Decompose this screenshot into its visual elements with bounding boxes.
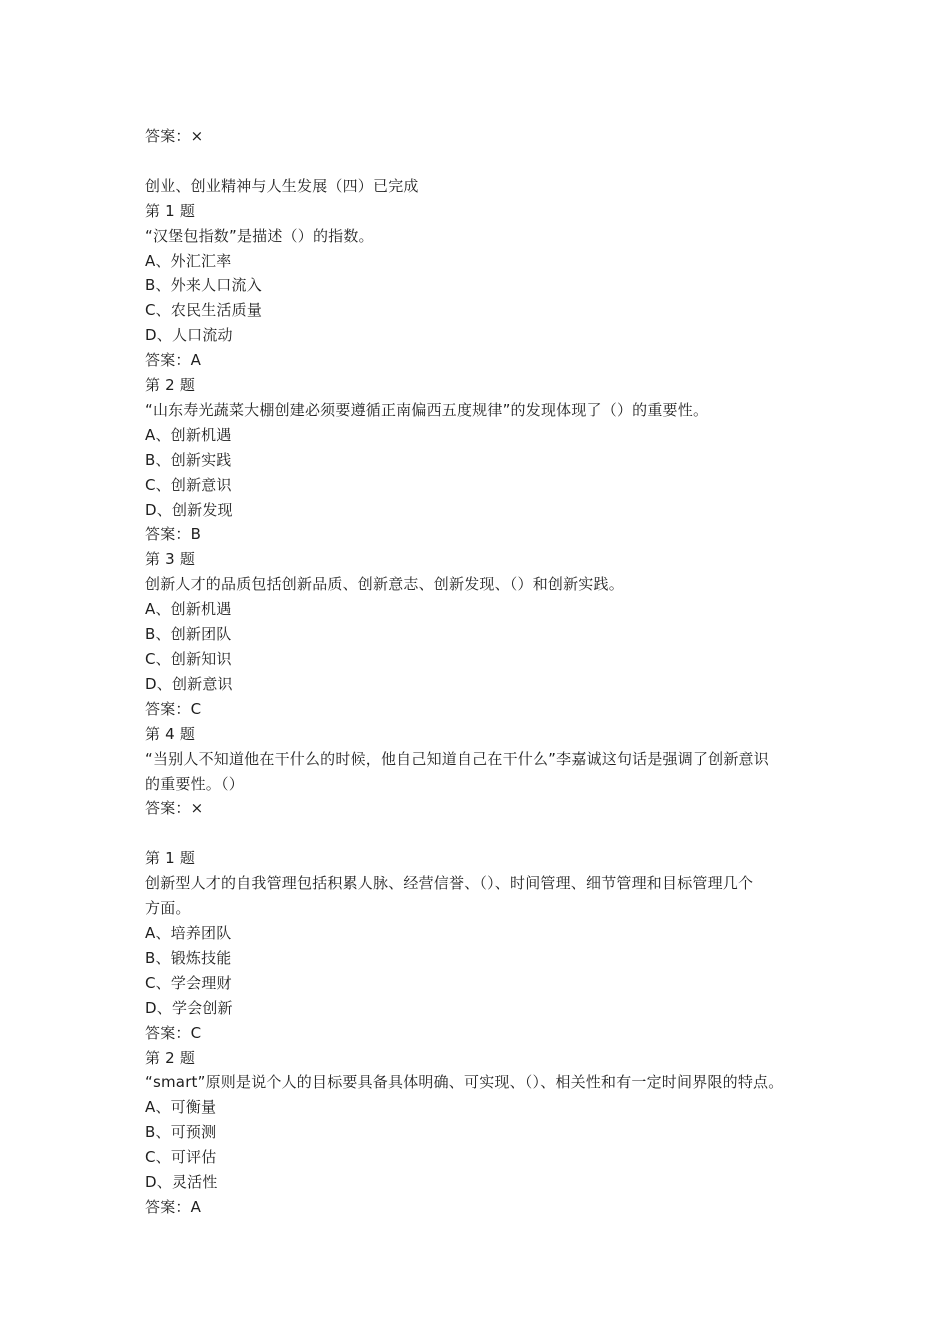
- option-b: B、创新团队: [145, 625, 232, 644]
- answer-line: 答案：×: [145, 799, 204, 818]
- question-text: “当别人不知道他在干什么的时候，他自己知道自己在干什么”李嘉诚这句话是强调了创新意识: [145, 749, 769, 768]
- option-b: B、锻炼技能: [145, 948, 232, 967]
- question-number: 第 1 题: [145, 849, 196, 868]
- option-a: A、培养团队: [145, 923, 232, 942]
- option-c: C、创新知识: [145, 650, 232, 669]
- option-a: A、创新机遇: [145, 600, 232, 619]
- question-text-continued: 的重要性。（）: [145, 774, 244, 793]
- blank-line: [145, 149, 825, 174]
- question-number: 第 3 题: [145, 550, 196, 569]
- question-number: 第 4 题: [145, 724, 196, 743]
- option-b: B、创新实践: [145, 450, 232, 469]
- answer-line: 答案：C: [145, 1023, 202, 1042]
- option-a: A、外汇汇率: [145, 251, 232, 270]
- question-text: “山东寿光蔬菜大棚创建必须要遵循正南偏西五度规律”的发现体现了（）的重要性。: [145, 400, 709, 419]
- question-number: 第 1 题: [145, 201, 196, 220]
- answer-line: 答案：A: [145, 351, 202, 370]
- answer-line: 答案：C: [145, 699, 202, 718]
- option-a: A、可衡量: [145, 1098, 217, 1117]
- option-a: A、创新机遇: [145, 425, 232, 444]
- question-text: “汉堡包指数”是描述（）的指数。: [145, 226, 374, 245]
- question-text-continued: 方面。: [145, 899, 191, 918]
- option-c: C、农民生活质量: [145, 301, 263, 320]
- option-b: B、可预测: [145, 1123, 217, 1142]
- option-c: C、可评估: [145, 1148, 217, 1167]
- option-d: D、灵活性: [145, 1173, 218, 1192]
- option-d: D、创新发现: [145, 500, 233, 519]
- question-text: 创新型人才的自我管理包括积累人脉、经营信誉、（）、时间管理、细节管理和目标管理几个: [145, 874, 754, 893]
- option-d: D、人口流动: [145, 326, 233, 345]
- blank-line: [145, 821, 825, 846]
- question-number: 第 2 题: [145, 1048, 196, 1067]
- question-number: 第 2 题: [145, 376, 196, 395]
- option-d: D、创新意识: [145, 674, 233, 693]
- option-d: D、学会创新: [145, 998, 233, 1017]
- option-b: B、外来人口流入: [145, 276, 262, 295]
- answer-line: 答案：B: [145, 525, 202, 544]
- answer-line: 答案：A: [145, 1197, 202, 1216]
- question-text: 创新人才的品质包括创新品质、创新意志、创新发现、（）和创新实践。: [145, 575, 624, 594]
- section-title: 创业、创业精神与人生发展（四）已完成: [145, 176, 419, 195]
- answer-line: 答案：×: [145, 127, 204, 145]
- option-c: C、学会理财: [145, 973, 232, 992]
- option-c: C、创新意识: [145, 475, 232, 494]
- question-text: “smart”原则是说个人的目标要具备具体明确、可实现、（）、相关性和有一定时间界限的特点。: [145, 1073, 784, 1092]
- document-body: [145, 124, 825, 1220]
